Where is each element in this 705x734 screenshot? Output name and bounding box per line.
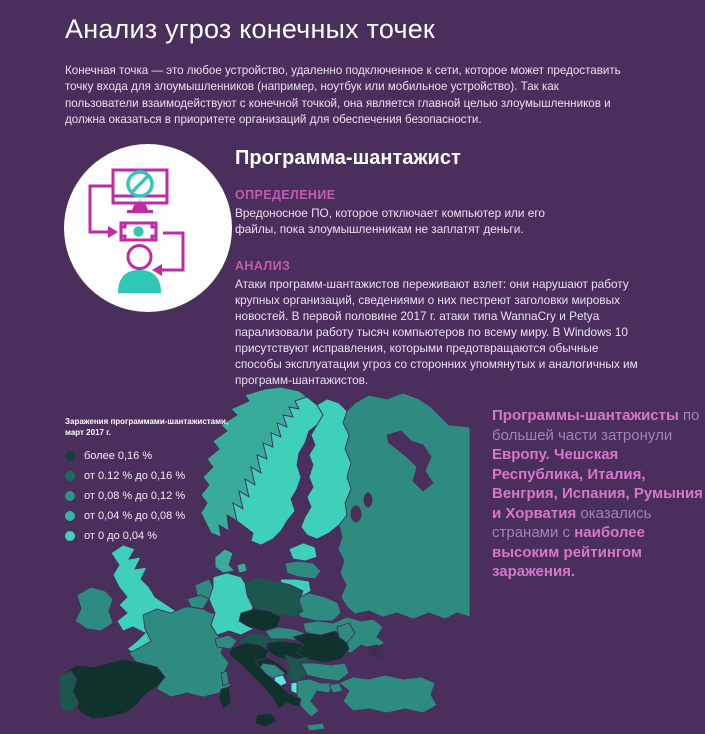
legend-dot-lightest [65,531,75,541]
legend-dot-darkest [65,451,75,461]
map-country-crete [307,723,325,731]
map-country-turkey [339,675,437,713]
map-lake-ladoga [351,506,361,522]
callout-highlight-text: Европу. Чешская Республика, Италия, Венгрия, Испания, Румыния и Хорватия [492,446,703,522]
legend-dot-medium [65,491,75,501]
map-country-denmark-island [237,563,247,573]
map-country-latvia [285,561,321,579]
analysis-text: Атаки программ-шантажистов переживают взлет: они нарушают работу крупных организаций, сведениями о них пестреют заголовки мировых новостей. В первой половине 2017 г. атаки типа WannaCry и Petya парализовали работу тысяч компьютеров по всему миру. В Windows 10 присутствуют исправления, которыми предотвращаются обычные способы эксплуатации угроз со сторонних упомянутых и аналогичных им программ-шантажистов. [235,277,638,387]
map-country-estonia [289,543,317,561]
ransomware-cycle-icon [64,144,232,312]
legend-dot-dark [65,471,75,481]
legend-label: от 0.12 % до 0,16 % [84,470,186,482]
map-country-sardinia [219,687,231,709]
legend-item [65,470,255,482]
legend-label: от 0,08 % до 0,12 % [84,490,186,502]
map-legend [65,417,255,550]
map-country-bulgaria [301,663,349,681]
callout-plain-text: оказались странами с [492,504,652,541]
intro-paragraph: Конечная точка — это любое устройство, удаленно подключенное к сети, которое может предоставить точку входа для злоумышленников (например, ноутбук или мобильное устройство). Так как пользователи взаимодействуют с конечной точкой, она является главной целью злоумышленников и должна оказаться в приоритете организаций для обеспечения безопасности. [65,64,621,126]
map-country-denmark [215,549,235,573]
legend-label: от 0 до 0,04 % [84,530,157,542]
ransomware-section-title: Программа-шантажист [235,147,461,169]
map-country-corsica [221,671,229,686]
page-title: Анализ угроз конечных точек [65,14,435,44]
callout-highlight-text: Программы-шантажисты [492,407,679,424]
legend-item [65,490,255,502]
ransomware-icon-svg [64,144,232,312]
legend-dot-light [65,511,75,521]
legend-item [65,510,255,522]
definition-label: ОПРЕДЕЛЕНИЕ [235,188,336,202]
legend-label: от 0,04 % до 0,08 % [84,510,186,522]
map-country-spain [63,659,165,719]
analysis-label: АНАЛИЗ [235,259,291,273]
legend-title [65,417,255,438]
map-lake-onega [364,493,372,507]
map-country-sicily [255,713,277,727]
legend-title-line1: Заражения программами-шантажистами, [65,417,229,426]
legend-label: более 0,16 % [84,450,153,462]
map-country-crimea [367,645,385,659]
callout-highlight-text: наиболее высоким рейтингом заражения. [492,524,645,580]
legend-item [65,530,255,542]
legend-item [65,450,255,462]
map-country-greece [297,679,333,717]
callout-plain-text: по большей части затронули [492,407,700,444]
map-country-ireland [75,587,113,631]
legend-title-line2: март 2017 г. [65,427,111,437]
map-callout-text [492,406,704,582]
definition-text: Вредоносное ПО, которое отключает компьютер или его файлы, пока злоумышленникам не заплатят деньги. [235,206,545,236]
